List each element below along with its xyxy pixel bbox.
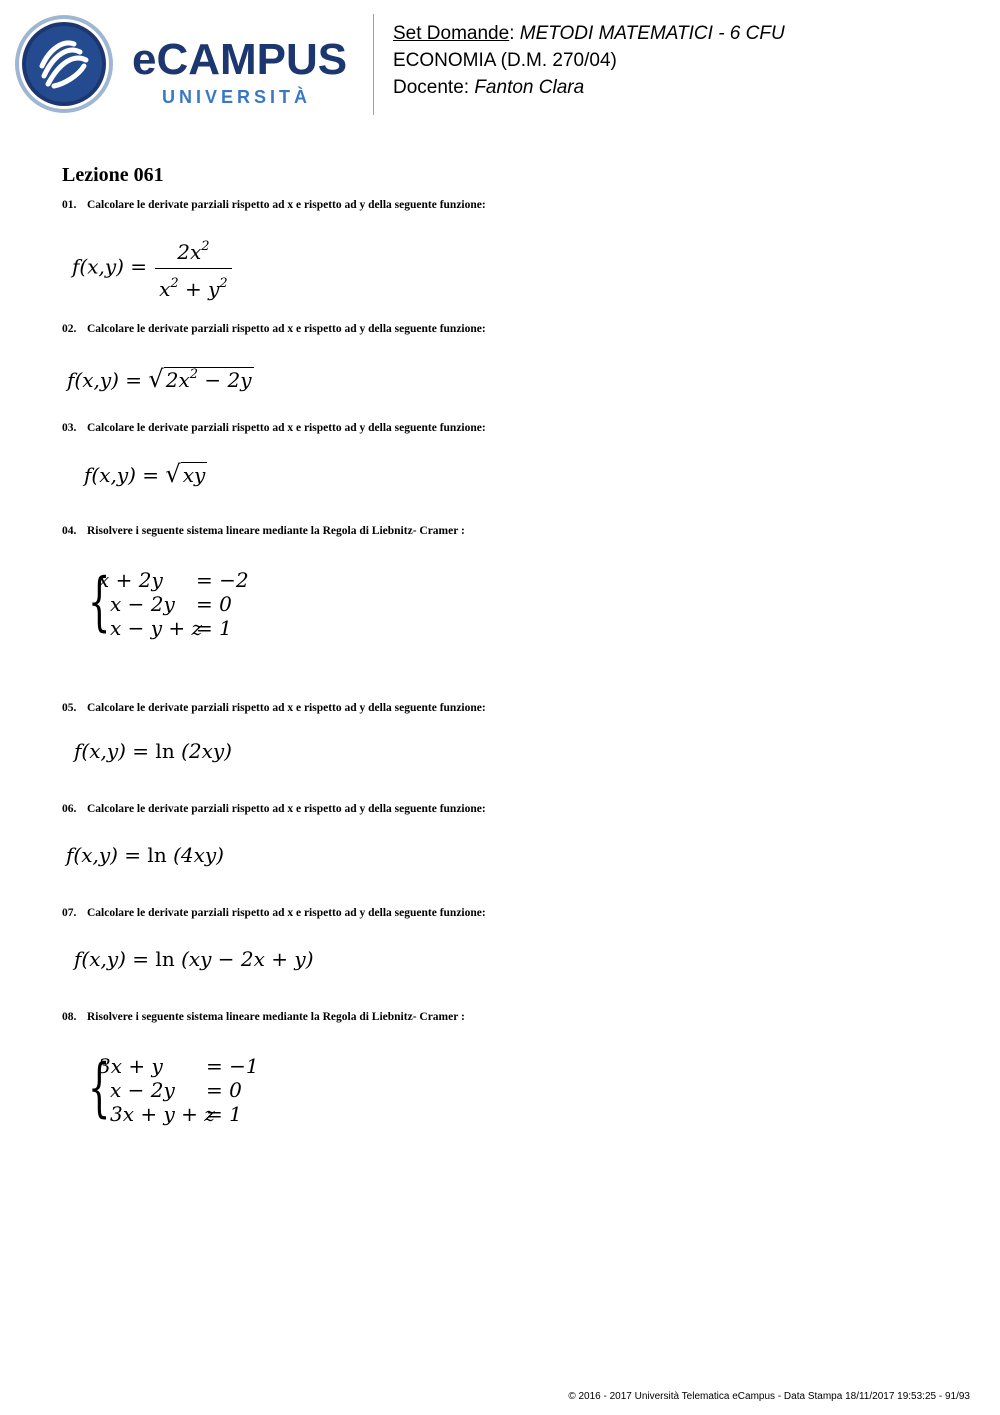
question-07 [62,906,486,920]
formula-07 [74,946,314,972]
ln-operator: ln [155,947,175,971]
formula-lhs: f(x,y) = [74,739,150,763]
formula-lhs: f(x,y) = [72,254,148,279]
question-text: Calcolare le derivate parziali rispetto ad x e rispetto ad y della seguente funzione: [87,702,486,714]
denominator: $x^2 + y^2$ [155,268,232,302]
equation-lhs: x + 2y [98,568,163,592]
linear-system-01 [88,566,268,646]
formula-lhs: f(x,y) = [74,947,150,971]
question-text: Calcolare le derivate parziali rispetto ad x e rispetto ad y della seguente funzione: [87,907,486,919]
teacher-label: Docente: [393,77,470,98]
linear-system-02 [88,1052,278,1132]
equation-lhs: 3x + y [98,1054,163,1078]
formula-01 [72,234,232,302]
formula-lhs: f(x,y) = [66,843,142,867]
header-divider [373,14,374,115]
page-footer: © 2016 - 2017 Università Telematica eCampus - Data Stampa 18/11/2017 19:53:25 - 91/93 [568,1391,970,1402]
question-number: 06. [62,803,77,815]
question-number: 02. [62,323,77,335]
formula-argument: (xy − 2x + y) [181,947,314,971]
teacher-line [393,77,584,99]
formula-argument: (4xy) [173,843,224,867]
question-number: 05. [62,702,77,714]
equation-lhs: x − 2y [110,1078,175,1102]
equation-lhs: x − 2y [110,592,175,616]
formula-lhs: f(x,y) = [84,463,160,487]
lesson-title: Lezione 061 [62,164,164,186]
equation-rhs: = 0 [206,1078,242,1102]
formula-lhs: f(x,y) = [67,368,143,392]
formula-05 [74,738,232,764]
question-06 [62,802,486,816]
equation-rhs: = −2 [196,568,249,592]
question-text: Calcolare le derivate parziali rispetto ad x e rispetto ad y della seguente funzione: [87,323,486,335]
question-03 [62,421,486,435]
question-number: 01. [62,199,77,211]
course-name: METODI MATEMATICI - 6 CFU [519,23,785,44]
numerator: $2x^2$ [177,239,210,264]
fraction [155,234,232,302]
equation-rhs: = 1 [196,616,232,640]
question-text: Risolvere i seguente sistema lineare mediante la Regola di Liebnitz- Cramer : [87,1011,465,1023]
teacher-name: Fanton Clara [474,77,585,98]
formula-03 [84,461,207,488]
logo-wordmark: eCAMPUS [132,35,348,84]
course-degree: ECONOMIA (D.M. 270/04) [393,50,617,71]
ln-operator: ln [155,739,175,763]
question-01 [62,198,486,212]
question-05 [62,701,486,715]
system-brace: { [88,1051,111,1125]
question-text: Calcolare le derivate parziali rispetto ad x e rispetto ad y della seguente funzione: [87,422,486,434]
question-02 [62,322,486,336]
question-04 [62,524,465,538]
system-brace: { [88,565,111,639]
question-text: Calcolare le derivate parziali rispetto ad x e rispetto ad y della seguente funzione: [87,199,486,211]
formula-02 [67,362,254,393]
question-number: 07. [62,907,77,919]
formula-06 [66,842,224,868]
question-number: 03. [62,422,77,434]
ln-operator: ln [147,843,167,867]
question-text: Calcolare le derivate parziali rispetto ad x e rispetto ad y della seguente funzione: [87,803,486,815]
equation-rhs: = 1 [206,1102,242,1126]
equation-lhs: x − y + z [110,616,203,640]
formula-argument: (2xy) [181,739,232,763]
equation-rhs: = 0 [196,592,232,616]
question-number: 04. [62,525,77,537]
ecampus-emblem-icon [14,14,114,114]
square-root: √ xy [165,460,206,488]
logo-subtitle: UNIVERSITÀ [162,87,312,107]
question-text: Risolvere i seguente sistema lineare mediante la Regola di Liebnitz- Cramer : [87,525,465,537]
course-title-line: Set Domande: METODI MATEMATICI - 6 CFU [393,23,785,44]
equation-rhs: = −1 [206,1054,259,1078]
square-root: √ $2x^2 - 2y$ [148,365,252,393]
set-label: Set Domande [393,23,510,44]
question-08 [62,1010,465,1024]
equation-lhs: 3x + y + z [110,1102,215,1126]
question-number: 08. [62,1011,77,1023]
